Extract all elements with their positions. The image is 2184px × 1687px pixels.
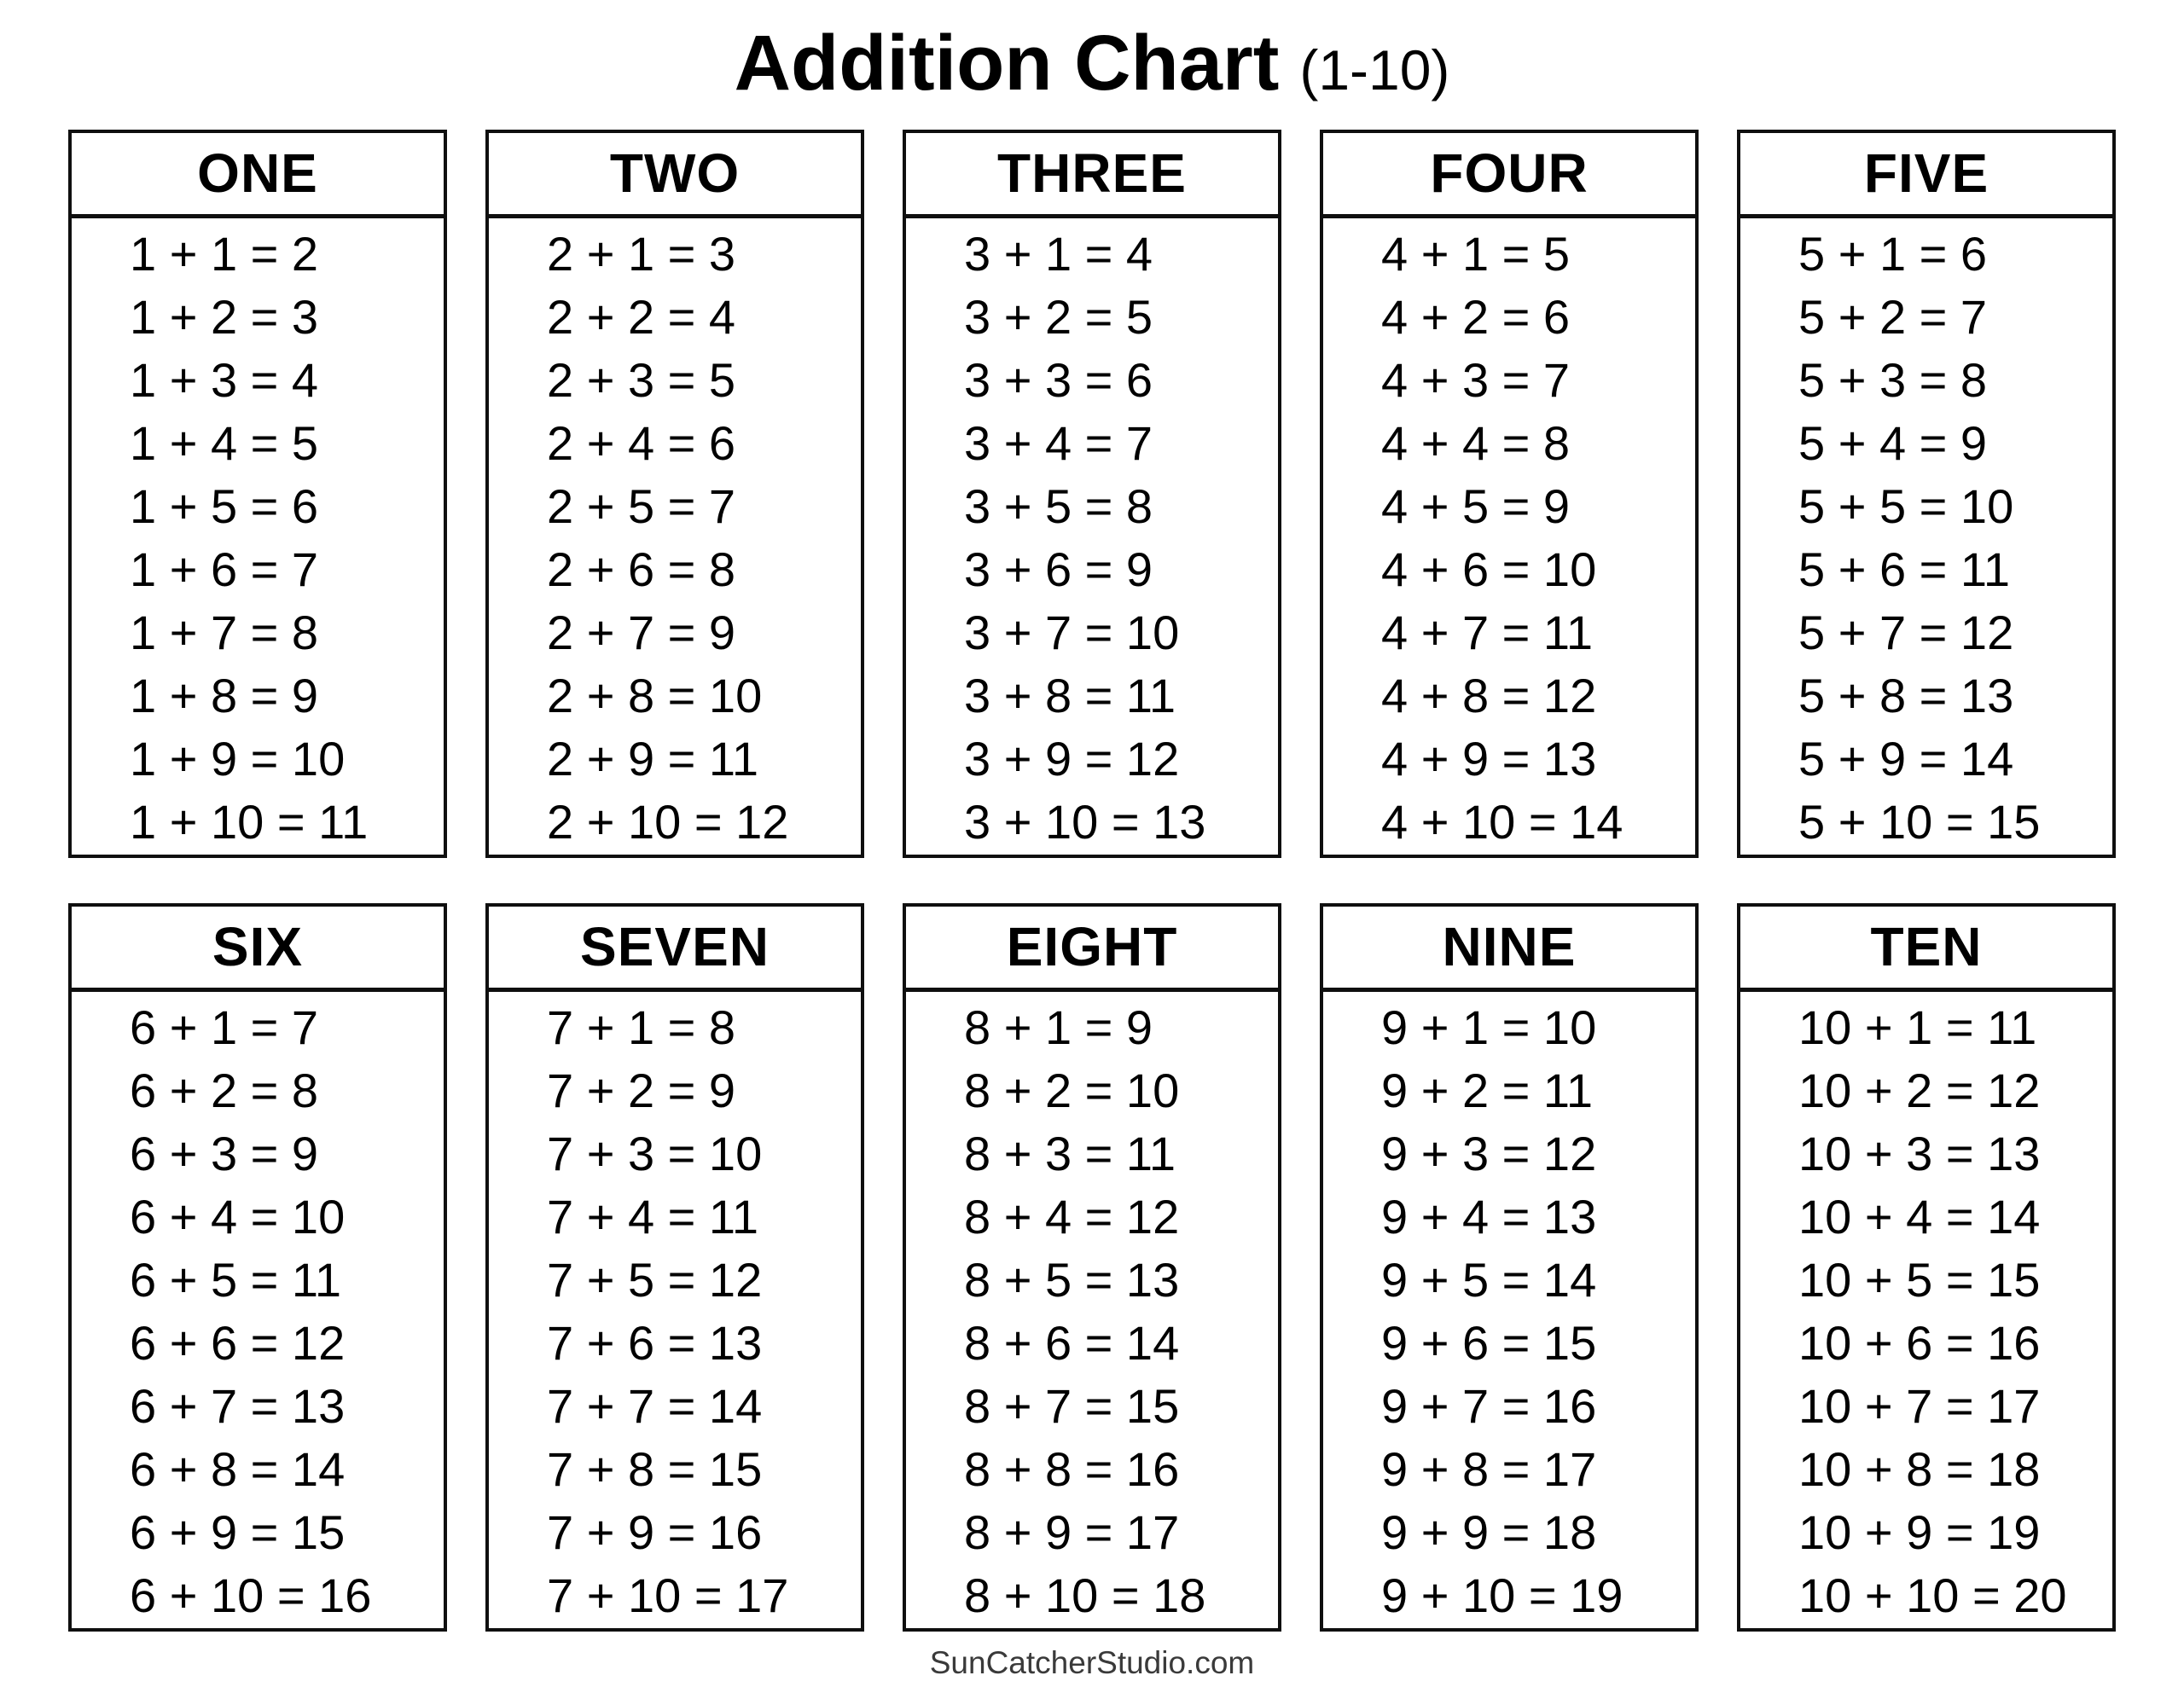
page-footer (0, 1645, 2184, 1681)
table-heading-label: FOUR (1430, 142, 1589, 204)
equation-row: 2 + 1 = 3 (547, 227, 736, 281)
equation-row: 7 + 5 = 12 (547, 1253, 763, 1307)
addition-table (68, 903, 447, 1632)
equation-list (1323, 992, 1695, 1629)
table-heading (489, 133, 861, 218)
equation-row: 8 + 4 = 12 (964, 1190, 1180, 1244)
equation-row: 9 + 1 = 10 (1381, 1000, 1597, 1054)
table-heading (1323, 133, 1695, 218)
equation-row: 1 + 9 = 10 (130, 732, 346, 786)
equation-row: 5 + 4 = 9 (1798, 416, 1988, 470)
equation-row: 7 + 9 = 16 (547, 1505, 763, 1559)
equation-row: 6 + 4 = 10 (130, 1190, 346, 1244)
equation-list (489, 992, 861, 1629)
equation-row: 3 + 7 = 10 (964, 606, 1180, 659)
addition-table (485, 130, 864, 858)
addition-table (1320, 130, 1699, 858)
tables-grid (68, 130, 2116, 1632)
equation-row: 10 + 9 = 19 (1798, 1505, 2041, 1559)
equation-row: 1 + 3 = 4 (130, 353, 319, 407)
table-heading-label: NINE (1442, 916, 1577, 977)
table-heading (906, 907, 1278, 992)
table-heading-label: TEN (1870, 916, 1983, 977)
equation-row: 2 + 7 = 9 (547, 606, 736, 659)
equation-row: 6 + 5 = 11 (130, 1253, 342, 1307)
equation-row: 6 + 1 = 7 (130, 1000, 319, 1054)
equation-row: 9 + 10 = 19 (1381, 1568, 1623, 1622)
equation-row: 10 + 10 = 20 (1798, 1568, 2067, 1622)
table-heading (489, 907, 861, 992)
equation-row: 3 + 8 = 11 (964, 669, 1176, 722)
equation-row: 4 + 10 = 14 (1381, 795, 1623, 849)
equation-row: 5 + 7 = 12 (1798, 606, 2014, 659)
equation-row: 6 + 6 = 12 (130, 1316, 346, 1370)
table-heading (906, 133, 1278, 218)
addition-table (903, 903, 1281, 1632)
table-heading-label: THREE (997, 142, 1187, 204)
equation-row: 8 + 5 = 13 (964, 1253, 1180, 1307)
equation-row: 7 + 10 = 17 (547, 1568, 789, 1622)
equation-row: 8 + 3 = 11 (964, 1127, 1176, 1180)
page-title-range: (1-10) (1299, 38, 1450, 101)
addition-table (68, 130, 447, 858)
equation-row: 9 + 7 = 16 (1381, 1379, 1597, 1433)
equation-row: 5 + 6 = 11 (1798, 542, 2011, 596)
equation-row: 1 + 10 = 11 (130, 795, 369, 849)
equation-row: 4 + 8 = 12 (1381, 669, 1597, 722)
equation-row: 5 + 10 = 15 (1798, 795, 2041, 849)
equation-row: 4 + 4 = 8 (1381, 416, 1571, 470)
equation-list (906, 218, 1278, 855)
equation-row: 4 + 7 = 11 (1381, 606, 1594, 659)
equation-row: 9 + 5 = 14 (1381, 1253, 1597, 1307)
equation-row: 8 + 8 = 16 (964, 1442, 1180, 1496)
equation-row: 5 + 3 = 8 (1798, 353, 1988, 407)
footer-credit: SunCatcherStudio.com (929, 1645, 1255, 1680)
equation-row: 3 + 1 = 4 (964, 227, 1153, 281)
equation-row: 8 + 7 = 15 (964, 1379, 1180, 1433)
equation-row: 5 + 1 = 6 (1798, 227, 1988, 281)
table-heading-label: SIX (212, 916, 304, 977)
equation-row: 9 + 9 = 18 (1381, 1505, 1597, 1559)
equation-row: 10 + 7 = 17 (1798, 1379, 2041, 1433)
equation-row: 1 + 5 = 6 (130, 479, 319, 533)
equation-list (906, 992, 1278, 1629)
addition-table (1737, 903, 2116, 1632)
equation-row: 7 + 3 = 10 (547, 1127, 763, 1180)
equation-row: 6 + 10 = 16 (130, 1568, 372, 1622)
addition-table (1320, 903, 1699, 1632)
table-heading (1740, 907, 2112, 992)
equation-row: 9 + 6 = 15 (1381, 1316, 1597, 1370)
equation-row: 8 + 9 = 17 (964, 1505, 1180, 1559)
table-heading-label: ONE (197, 142, 318, 204)
equation-row: 8 + 10 = 18 (964, 1568, 1206, 1622)
equation-row: 10 + 1 = 11 (1798, 1000, 2037, 1054)
table-heading-label: EIGHT (1006, 916, 1178, 977)
addition-table (485, 903, 864, 1632)
equation-list (489, 218, 861, 855)
page-title: Addition Chart (734, 20, 1280, 107)
equation-row: 2 + 2 = 4 (547, 290, 736, 344)
equation-row: 2 + 6 = 8 (547, 542, 736, 596)
equation-row: 2 + 4 = 6 (547, 416, 736, 470)
equation-row: 4 + 5 = 9 (1381, 479, 1571, 533)
equation-row: 10 + 3 = 13 (1798, 1127, 2041, 1180)
equation-list (72, 992, 444, 1629)
equation-row: 2 + 3 = 5 (547, 353, 736, 407)
addition-table (1737, 130, 2116, 858)
equation-row: 7 + 1 = 8 (547, 1000, 736, 1054)
equation-row: 1 + 8 = 9 (130, 669, 319, 722)
equation-row: 10 + 4 = 14 (1798, 1190, 2041, 1244)
equation-row: 5 + 5 = 10 (1798, 479, 2014, 533)
equation-row: 10 + 5 = 15 (1798, 1253, 2041, 1307)
equation-row: 7 + 6 = 13 (547, 1316, 763, 1370)
equation-row: 5 + 8 = 13 (1798, 669, 2014, 722)
equation-list (1740, 218, 2112, 855)
equation-row: 7 + 2 = 9 (547, 1064, 736, 1117)
table-heading (1323, 907, 1695, 992)
equation-row: 4 + 1 = 5 (1381, 227, 1571, 281)
equation-row: 1 + 1 = 2 (130, 227, 319, 281)
equation-row: 2 + 8 = 10 (547, 669, 763, 722)
table-heading-label: SEVEN (580, 916, 770, 977)
equation-list (1323, 218, 1695, 855)
equation-row: 4 + 3 = 7 (1381, 353, 1571, 407)
equation-row: 8 + 2 = 10 (964, 1064, 1180, 1117)
addition-table (903, 130, 1281, 858)
table-heading-label: FIVE (1863, 142, 1989, 204)
table-heading (72, 133, 444, 218)
table-heading (1740, 133, 2112, 218)
equation-row: 10 + 8 = 18 (1798, 1442, 2041, 1496)
table-heading (72, 907, 444, 992)
equation-row: 6 + 2 = 8 (130, 1064, 319, 1117)
equation-row: 6 + 9 = 15 (130, 1505, 346, 1559)
equation-row: 2 + 10 = 12 (547, 795, 789, 849)
equation-row: 9 + 8 = 17 (1381, 1442, 1597, 1496)
equation-row: 7 + 4 = 11 (547, 1190, 759, 1244)
equation-row: 2 + 9 = 11 (547, 732, 759, 786)
equation-row: 6 + 3 = 9 (130, 1127, 319, 1180)
equation-row: 3 + 9 = 12 (964, 732, 1180, 786)
equation-row: 1 + 7 = 8 (130, 606, 319, 659)
equation-row: 6 + 8 = 14 (130, 1442, 346, 1496)
equation-row: 8 + 6 = 14 (964, 1316, 1180, 1370)
equation-row: 4 + 2 = 6 (1381, 290, 1571, 344)
page-header (0, 0, 2184, 130)
equation-row: 6 + 7 = 13 (130, 1379, 346, 1433)
equation-row: 3 + 3 = 6 (964, 353, 1153, 407)
equation-row: 3 + 2 = 5 (964, 290, 1153, 344)
equation-row: 1 + 4 = 5 (130, 416, 319, 470)
equation-list (1740, 992, 2112, 1629)
equation-row: 1 + 2 = 3 (130, 290, 319, 344)
equation-row: 3 + 10 = 13 (964, 795, 1206, 849)
table-heading-label: TWO (609, 142, 741, 204)
equation-row: 3 + 6 = 9 (964, 542, 1153, 596)
equation-row: 9 + 4 = 13 (1381, 1190, 1597, 1244)
equation-row: 10 + 6 = 16 (1798, 1316, 2041, 1370)
equation-row: 8 + 1 = 9 (964, 1000, 1153, 1054)
equation-row: 9 + 2 = 11 (1381, 1064, 1594, 1117)
equation-row: 5 + 2 = 7 (1798, 290, 1988, 344)
equation-row: 4 + 6 = 10 (1381, 542, 1597, 596)
equation-row: 3 + 4 = 7 (964, 416, 1153, 470)
equation-row: 2 + 5 = 7 (547, 479, 736, 533)
equation-row: 4 + 9 = 13 (1381, 732, 1597, 786)
equation-row: 3 + 5 = 8 (964, 479, 1153, 533)
equation-row: 5 + 9 = 14 (1798, 732, 2014, 786)
equation-row: 7 + 7 = 14 (547, 1379, 763, 1433)
equation-row: 7 + 8 = 15 (547, 1442, 763, 1496)
equation-row: 9 + 3 = 12 (1381, 1127, 1597, 1180)
equation-row: 1 + 6 = 7 (130, 542, 319, 596)
equation-list (72, 218, 444, 855)
equation-row: 10 + 2 = 12 (1798, 1064, 2041, 1117)
